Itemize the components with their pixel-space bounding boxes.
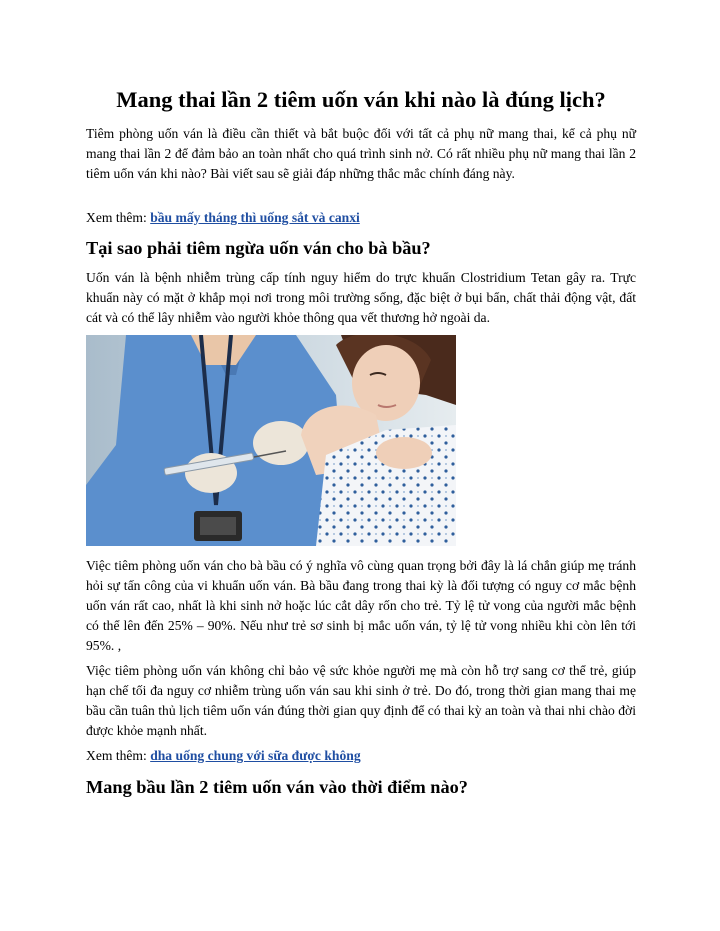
paragraph-2: Việc tiêm phòng uốn ván cho bà bầu có ý nghĩa vô cùng quan trọng bởi đây là lá chắn giúp mẹ tránh hỏi sự tấn công của vi khuẩn uốn ván. Bà bầu đang trong thai kỳ là đối tượng có nguy cơ mắc bệnh uốn ván rất cao, nhất là khi sinh nở hoặc lúc cắt dây rốn cho trẻ. Tỷ lệ tử vong của người mắc bệnh có thể lên đến 25% – 90%. Nếu như trẻ sơ sinh bị mắc uốn ván, tỷ lệ tử vong nhiều khi còn lên tới 95%. , — [86, 558, 636, 653]
section-heading-2: Mang bầu lần 2 tiêm uốn ván vào thời điểm nào? — [86, 777, 468, 797]
article-title: Mang thai lần 2 tiêm uốn ván khi nào là đúng lịch? — [116, 87, 606, 112]
section-heading-1: Tại sao phải tiêm ngừa uốn ván cho bà bầu? — [86, 238, 431, 258]
intro-paragraph: Tiêm phòng uốn ván là điều cần thiết và bắt buộc đối với tất cả phụ nữ mang thai, kể cả phụ nữ mang thai lần 2 để đảm bảo an toàn nhất cho quá trình sinh nở. Có rất nhiều phụ nữ mang thai lần 2 tiêm uốn ván khi nào? Bài viết sau sẽ giải đáp những thắc mắc chính đáng này. — [86, 126, 636, 181]
see-also-2-link[interactable]: dha uống chung với sữa được không — [150, 748, 361, 763]
see-also-2 — [86, 746, 636, 766]
paragraph-3: Việc tiêm phòng uốn ván không chỉ bảo vệ sức khỏe người mẹ mà còn hỗ trợ sang cơ thể trẻ, giúp hạn chế tối đa nguy cơ nhiễm trùng uốn ván sau khi sinh ở trẻ. Do đó, trong thời gian mang thai mẹ bầu cần tuân thủ lịch tiêm uốn ván đúng thời gian quy định để có thai kỳ an toàn và thai nhi chào đời được khỏe mạnh nhất. — [86, 663, 636, 738]
see-also-1-prefix: Xem thêm: — [86, 210, 151, 225]
see-also-1-link[interactable]: bầu mấy tháng thì uống sắt và canxi — [150, 210, 360, 225]
see-also-2-prefix: Xem thêm: — [86, 748, 151, 763]
see-also-1 — [86, 208, 636, 228]
vaccination-photo — [86, 335, 456, 546]
paragraph-1: Uốn ván là bệnh nhiễm trùng cấp tính nguy hiểm do trực khuẩn Clostridium Tetan gây ra. Trực khuẩn này có mặt ở khắp mọi nơi trong môi trường sống, đặc biệt ở bụi bẩn, chất thải động vật, đất cát và có thể lây nhiễm vào người khỏe thông qua vết thương hở ngoài da. — [86, 270, 636, 325]
